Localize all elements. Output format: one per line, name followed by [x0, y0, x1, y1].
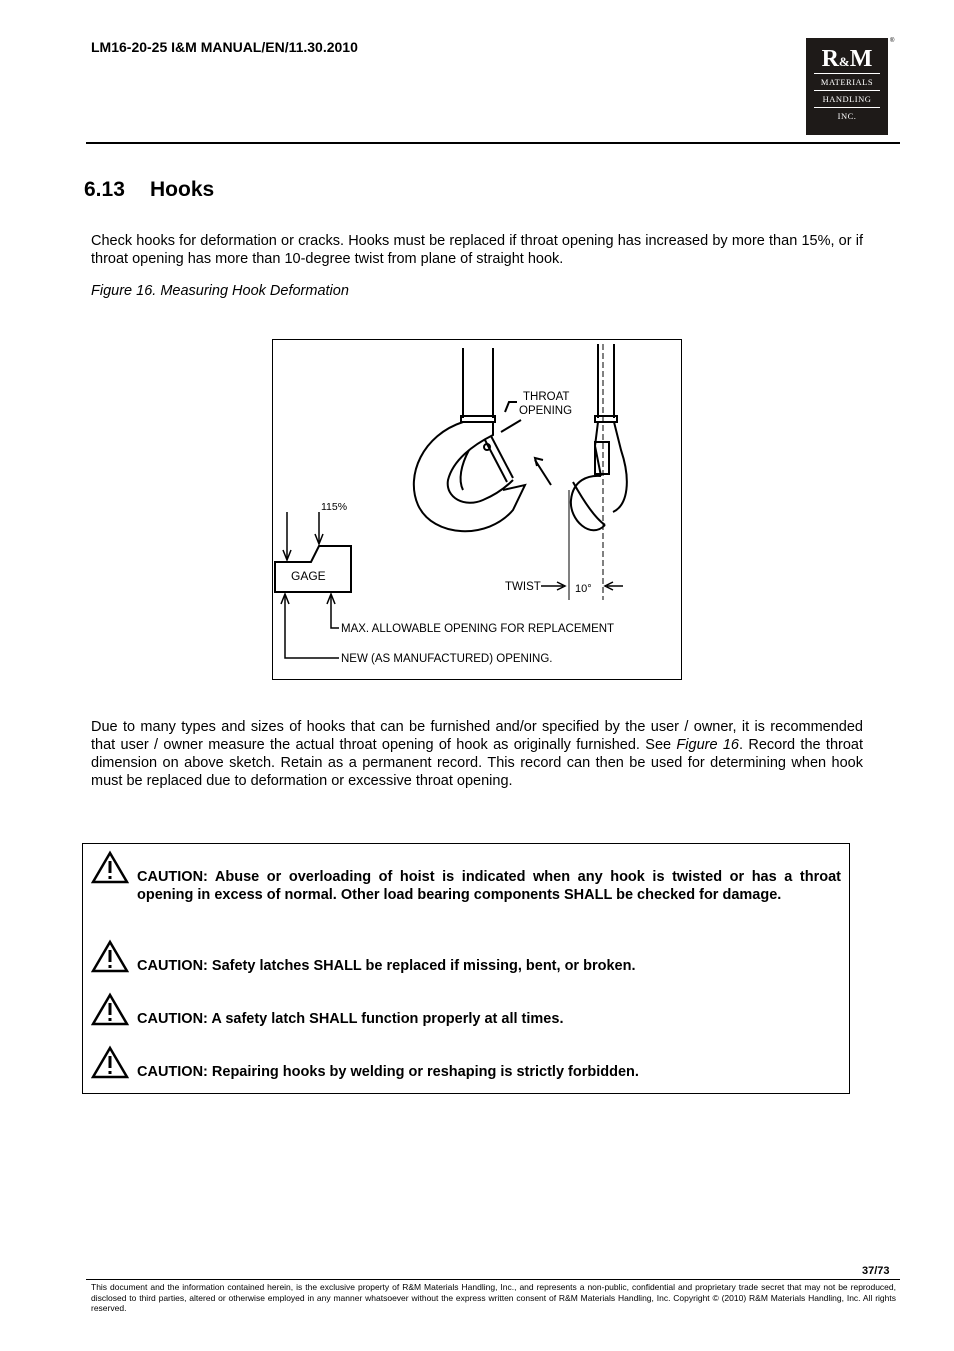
logo-brand: R&M	[821, 46, 873, 72]
warning-icon	[91, 1045, 129, 1079]
caution-item	[91, 992, 841, 1028]
section-heading: Hooks	[150, 178, 215, 201]
warning-icon	[91, 939, 129, 973]
label-opening: OPENING	[519, 405, 573, 417]
hook-deformation-figure	[272, 339, 682, 680]
label-throat: THROAT	[523, 391, 570, 403]
caution-text: CAUTION: Abuse or overloading of hoist is indicated when any hook is twisted or has a throat opening in excess of normal. Other load bearing components SHALL be checked for damage.	[137, 869, 841, 903]
label-percent: 115%	[321, 501, 348, 513]
legal-notice: This document and the information contained herein, is the exclusive property of R&M Materials Handling, Inc., and represents a non-public, confidential and proprietary trade secret that may not be reproduced, disclosed to third parties, altered or otherwise employed in any manner whatsoever without the express written consent of R&M Materials Handling, Inc. Copyright © (2010) R&M Materials Handling, Inc. All rights reserved.	[91, 1282, 896, 1313]
intro-paragraph: Check hooks for deformation or cracks. Hooks must be replaced if throat opening has increased by more than 15%, or if throat opening has more than 10-degree twist from plane of straight hook.	[91, 233, 863, 267]
caution-text: CAUTION: Safety latches SHALL be replaced if missing, bent, or broken.	[137, 958, 636, 974]
label-degrees: 10°	[575, 583, 592, 595]
caution-text: CAUTION: Repairing hooks by welding or reshaping is strictly forbidden.	[137, 1064, 639, 1080]
warning-icon	[91, 850, 129, 884]
footer-divider	[86, 1279, 900, 1280]
figure-caption: Figure 16. Measuring Hook Deformation	[91, 283, 349, 299]
label-max-opening: MAX. ALLOWABLE OPENING FOR REPLACEMENT	[341, 623, 615, 635]
label-gage: GAGE	[291, 569, 326, 583]
caution-item	[91, 1045, 841, 1081]
warning-icon	[91, 992, 129, 1026]
logo-line-handling: HANDLING	[822, 94, 872, 104]
registered-mark: ®	[890, 38, 895, 44]
measure-paragraph: Due to many types and sizes of hooks that can be furnished and/or specified by the user / owner, it is recommended that user / owner measure the actual throat opening of hook as originally furnished. See Figure 16. Record the throat dimension on above sketch. Retain as a permanent record. This record can then be used for determining when hook must be replaced due to deformation or excessive throat opening.	[91, 719, 863, 789]
label-twist: TWIST	[505, 581, 541, 593]
company-logo	[806, 38, 888, 135]
section-title	[84, 178, 214, 202]
section-number: 6.13	[84, 178, 125, 201]
figure-reference: Figure 16	[676, 737, 739, 753]
caution-text: CAUTION: A safety latch SHALL function properly at all times.	[137, 1011, 564, 1027]
logo-line-materials: MATERIALS	[820, 77, 874, 87]
header-divider	[86, 142, 900, 144]
caution-box	[82, 843, 850, 1094]
label-new-opening: NEW (AS MANUFACTURED) OPENING.	[341, 653, 553, 665]
caution-item	[91, 939, 841, 975]
logo-line-inc: INC.	[837, 111, 857, 121]
caution-item	[91, 850, 841, 904]
page-number: 37/73	[862, 1265, 890, 1277]
hook-diagram	[273, 340, 681, 679]
document-id: LM16-20-25 I&M MANUAL/EN/11.30.2010	[91, 39, 358, 55]
